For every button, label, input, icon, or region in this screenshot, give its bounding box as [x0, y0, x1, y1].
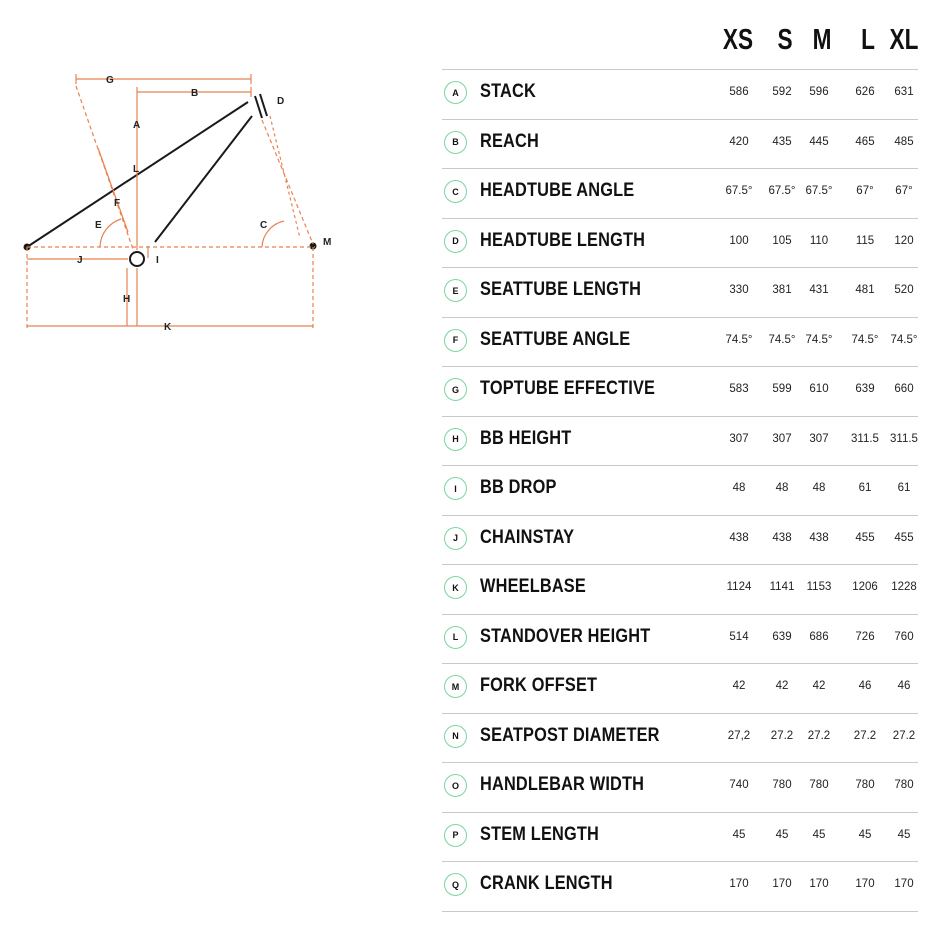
dim-label-f: F — [114, 198, 121, 209]
value-cell: 61 — [897, 482, 911, 494]
value-cell: 438 — [729, 531, 749, 544]
dimension-lines — [27, 74, 315, 330]
size-header-l: L — [861, 24, 875, 56]
row-badge: A — [444, 81, 467, 104]
value-cell: 110 — [809, 234, 829, 247]
table-row — [442, 267, 918, 317]
row-badge: D — [444, 230, 467, 253]
value-cell: 307 — [729, 432, 749, 445]
row-badge: P — [444, 824, 467, 847]
value-cell: 120 — [894, 234, 914, 247]
steer-axis-dashed — [262, 120, 313, 244]
table-row — [442, 465, 918, 515]
value-cell: 27,2 — [727, 729, 751, 742]
row-label: HEADTUBE ANGLE — [480, 180, 635, 201]
row-badge: K — [444, 576, 467, 599]
dim-label-g: G — [106, 75, 114, 86]
table-row — [442, 663, 918, 713]
row-label: CRANK LENGTH — [480, 873, 613, 894]
table-row — [442, 861, 918, 911]
row-label: SEATTUBE LENGTH — [480, 279, 642, 300]
value-cell: 610 — [809, 383, 829, 395]
row-badge: B — [444, 131, 467, 154]
value-cell: 67.5° — [768, 185, 796, 197]
value-cell: 45 — [858, 828, 872, 841]
size-header-m: M — [812, 24, 832, 56]
value-cell: 74.5° — [851, 333, 879, 346]
row-badge: M — [444, 675, 467, 698]
value-cell: 485 — [894, 135, 914, 148]
value-cell: 67° — [895, 185, 913, 197]
fork-offset-dashed — [270, 116, 300, 238]
row-badge: J — [444, 527, 467, 550]
row-badge: G — [444, 378, 467, 401]
row-label: BB DROP — [480, 477, 557, 498]
value-cell: 45 — [812, 828, 826, 841]
table-row — [442, 69, 918, 119]
table-row — [442, 168, 918, 218]
value-cell: 307 — [809, 432, 829, 445]
value-cell: 42 — [775, 680, 789, 692]
table-row — [442, 564, 918, 614]
value-cell: 100 — [729, 234, 749, 247]
value-cell: 307 — [772, 432, 792, 445]
value-cell: 170 — [855, 878, 875, 890]
value-cell: 780 — [772, 779, 792, 791]
dim-f-line — [98, 148, 128, 232]
dim-label-c: C — [260, 220, 268, 231]
value-cell: 74.5° — [725, 333, 753, 346]
row-label: BB HEIGHT — [480, 427, 572, 449]
value-cell: 520 — [894, 284, 914, 296]
value-cell: 45 — [775, 828, 789, 841]
value-cell: 599 — [772, 383, 792, 395]
value-cell: 455 — [894, 531, 914, 544]
value-cell: 45 — [897, 828, 911, 841]
row-badge: N — [444, 725, 467, 748]
dim-label-h: H — [123, 294, 131, 305]
value-cell: 67° — [856, 185, 874, 197]
row-label: WHEELBASE — [480, 576, 586, 597]
row-label: SEATTUBE ANGLE — [480, 328, 631, 350]
value-cell: 780 — [894, 779, 914, 791]
row-label: SEATPOST DIAMETER — [480, 724, 660, 746]
value-cell: 465 — [855, 135, 875, 148]
value-cell: 170 — [894, 878, 914, 890]
angle-e-arc — [100, 219, 121, 247]
value-cell: 1141 — [769, 581, 795, 593]
value-cell: 42 — [732, 680, 746, 692]
row-badge: F — [444, 329, 467, 352]
value-cell: 46 — [897, 680, 911, 692]
value-cell: 170 — [729, 878, 749, 890]
value-cell: 74.5° — [890, 333, 918, 346]
value-cell: 760 — [894, 630, 914, 643]
row-badge: Q — [444, 873, 467, 896]
value-cell: 445 — [809, 135, 829, 148]
dim-label-i: I — [156, 255, 159, 266]
value-cell: 48 — [732, 482, 746, 494]
dim-label-e: E — [95, 220, 102, 231]
dim-label-m: M — [323, 237, 332, 248]
value-cell: 626 — [855, 86, 875, 98]
row-label: FORK OFFSET — [480, 675, 598, 696]
value-cell: 431 — [809, 284, 829, 296]
value-cell: 780 — [809, 779, 829, 791]
value-cell: 1153 — [806, 581, 832, 593]
row-badge: L — [444, 626, 467, 649]
value-cell: 686 — [809, 630, 829, 643]
row-label: HANDLEBAR WIDTH — [480, 774, 645, 795]
value-cell: 48 — [775, 482, 789, 494]
value-cell: 27.2 — [853, 729, 877, 742]
value-cell: 639 — [855, 383, 875, 395]
value-cell: 596 — [809, 86, 829, 98]
table-row — [442, 762, 918, 812]
value-cell: 48 — [812, 482, 826, 494]
value-cell: 67.5° — [805, 185, 833, 197]
value-cell: 583 — [729, 383, 749, 395]
value-cell: 639 — [772, 630, 792, 643]
row-label: REACH — [480, 130, 539, 152]
size-header-xl: XL — [889, 24, 919, 56]
row-badge: I — [444, 477, 467, 500]
value-cell: 170 — [809, 878, 829, 890]
row-badge: E — [444, 279, 467, 302]
value-cell: 726 — [855, 630, 875, 643]
value-cell: 74.5° — [805, 333, 833, 346]
value-cell: 61 — [858, 482, 872, 494]
table-row — [442, 317, 918, 367]
value-cell: 45 — [732, 828, 746, 841]
value-cell: 330 — [729, 284, 749, 296]
value-cell: 115 — [855, 234, 875, 247]
dim-label-k: K — [164, 322, 172, 333]
value-cell: 170 — [772, 878, 792, 890]
value-cell: 631 — [894, 86, 914, 98]
value-cell: 514 — [729, 630, 749, 643]
value-cell: 586 — [729, 86, 749, 98]
size-header-s: S — [777, 24, 793, 56]
row-badge: O — [444, 774, 467, 797]
value-cell: 27.2 — [892, 729, 916, 742]
value-cell: 481 — [855, 284, 875, 296]
frame-geometry-diagram — [0, 0, 440, 360]
value-cell: 1124 — [726, 581, 752, 593]
table-row — [442, 812, 918, 862]
dim-label-a: A — [133, 120, 141, 131]
table-row — [442, 614, 918, 664]
row-label: STANDOVER HEIGHT — [480, 625, 651, 647]
value-cell: 46 — [858, 680, 872, 692]
value-cell: 311.5 — [851, 432, 879, 445]
row-label: HEADTUBE LENGTH — [480, 229, 646, 251]
frame-tubes — [27, 94, 267, 247]
table-row — [442, 366, 918, 416]
value-cell: 438 — [772, 531, 792, 544]
table-row — [442, 515, 918, 565]
bottom-bracket-circle — [130, 252, 144, 266]
value-cell: 27.2 — [770, 729, 794, 742]
table-row — [442, 416, 918, 466]
value-cell: 438 — [809, 531, 829, 544]
table-row — [442, 713, 918, 763]
row-label: STEM LENGTH — [480, 823, 600, 845]
value-cell: 660 — [894, 383, 914, 395]
value-cell: 105 — [772, 234, 792, 247]
value-cell: 740 — [729, 779, 749, 791]
row-label: CHAINSTAY — [480, 526, 575, 548]
value-cell: 455 — [855, 531, 875, 544]
value-cell: 311.5 — [890, 432, 918, 445]
dim-label-l: L — [133, 164, 140, 175]
row-divider — [442, 911, 918, 912]
value-cell: 1206 — [852, 581, 878, 593]
table-row — [442, 218, 918, 268]
row-badge: H — [444, 428, 467, 451]
value-cell: 420 — [729, 135, 749, 148]
value-cell: 780 — [855, 779, 875, 791]
row-label: TOPTUBE EFFECTIVE — [480, 378, 656, 399]
value-cell: 67.5° — [725, 185, 753, 197]
value-cell: 1228 — [891, 581, 917, 593]
value-cell: 435 — [772, 135, 792, 148]
down-tube — [155, 116, 252, 242]
table-row — [442, 119, 918, 169]
dim-label-d: D — [277, 96, 285, 107]
dim-label-j: J — [77, 255, 83, 266]
value-cell: 27.2 — [807, 729, 831, 742]
value-cell: 74.5° — [768, 333, 796, 346]
row-badge: C — [444, 180, 467, 203]
size-header-xs: XS — [722, 24, 754, 56]
value-cell: 592 — [772, 86, 792, 98]
value-cell: 381 — [772, 284, 792, 296]
row-label: STACK — [480, 81, 536, 102]
dim-label-b: B — [191, 88, 199, 99]
value-cell: 42 — [812, 680, 826, 692]
